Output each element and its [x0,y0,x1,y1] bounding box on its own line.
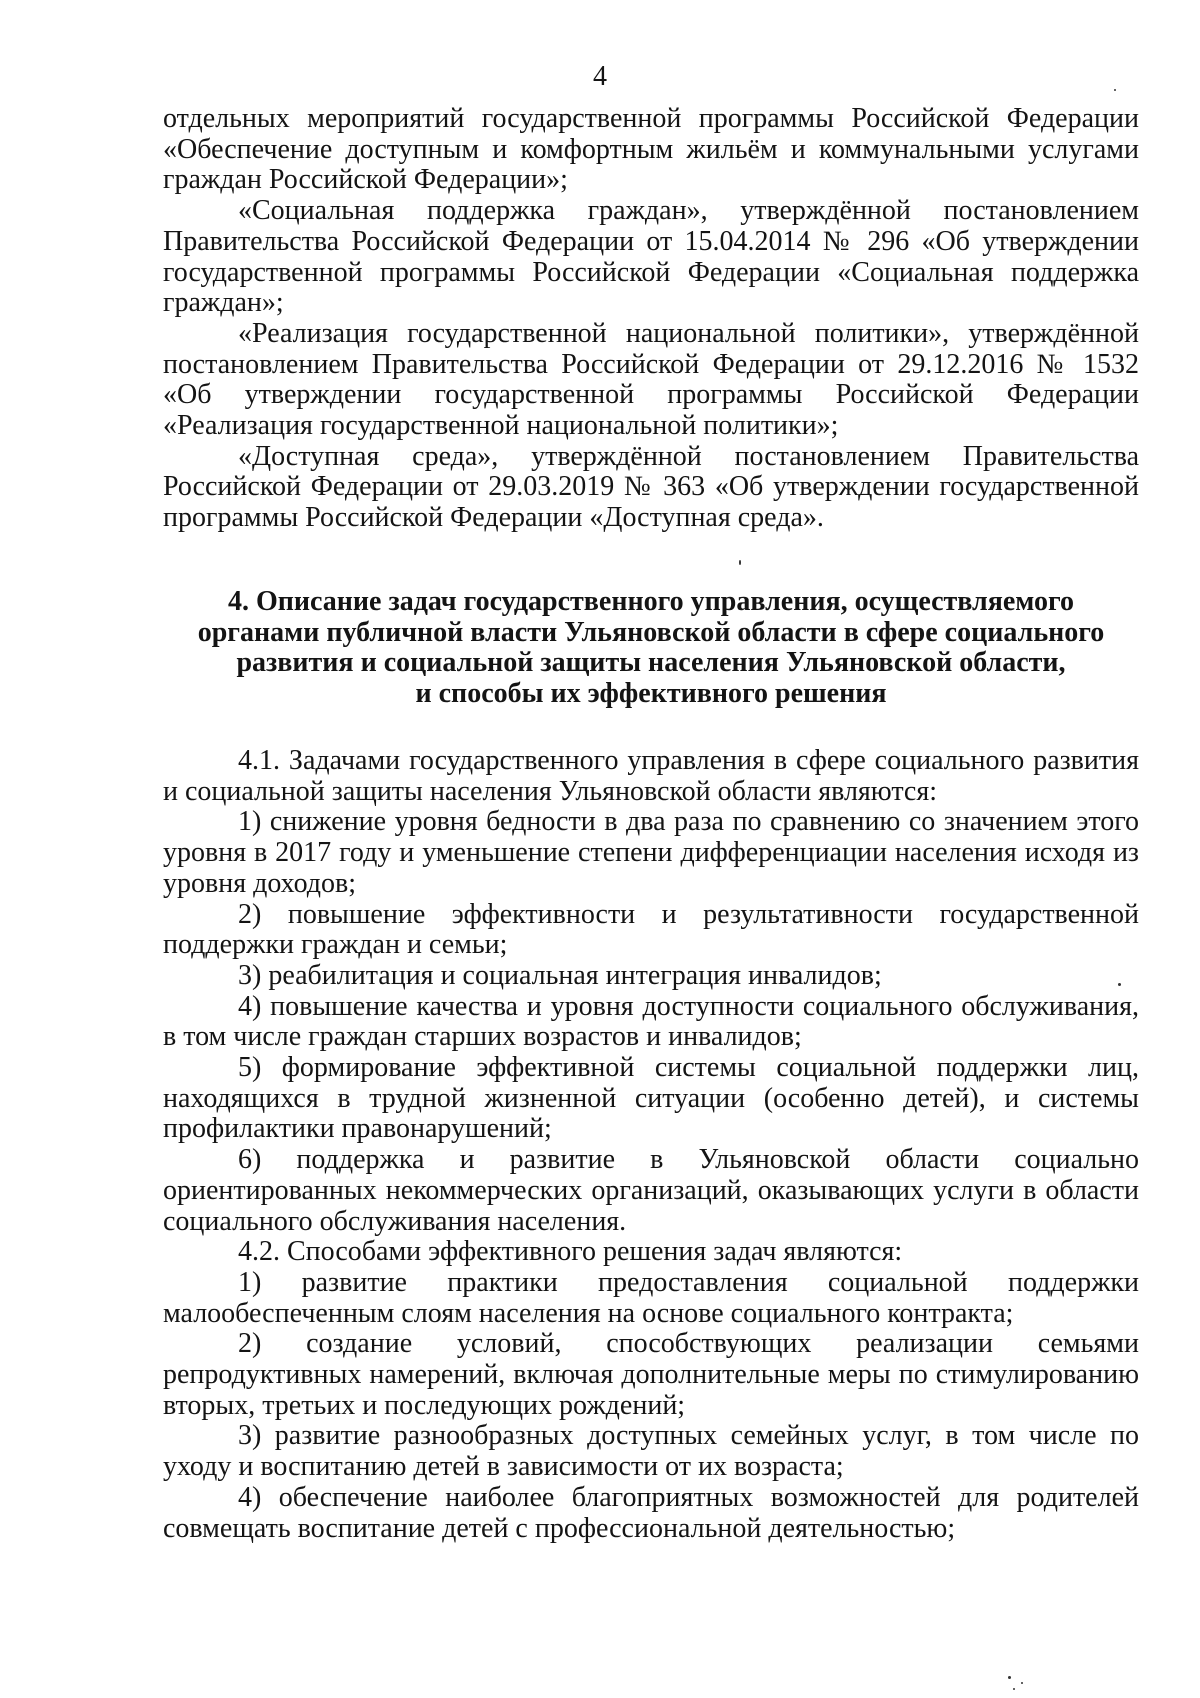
paragraph: отдельных мероприятий государственной программы Российской Федерации «Обеспечение доступным и комфортным жильём и коммунальными услугами граждан Российской Федерации»; [163,103,1139,196]
scan-speck [1008,1676,1011,1679]
scan-speck [1013,1688,1015,1690]
program-list [163,104,1139,534]
scan-speck [1118,983,1121,986]
list-item: 2) создание условий, способствующих реализации семьями репродуктивных намерений, включая дополнительные меры по стимулированию вторых, третьих и последующих рождений; [163,1328,1139,1421]
heading-line: органами публичной власти Ульяновской области в сфере социального [197,616,1105,648]
list-item: 4) обеспечение наиболее благоприятных возможностей для родителей совмещать воспитание детей с профессиональной деятельностью; [163,1481,1139,1544]
page-number: 4 [593,61,607,92]
paragraph: «Доступная среда», утверждённой постановлением Правительства Российской Федерации от 29.03.2019 № 363 «Об утверждении государственной программы Российской Федерации «Доступная среда». [163,440,1139,534]
scan-speck [1114,89,1116,91]
scan-speck [1021,1682,1023,1684]
heading-line: развития и социальной защиты населения Ульяновской области, [236,647,1066,678]
list-item: 5) формирование эффективной системы социальной поддержки лиц, находящихся в трудной жизненной ситуации (особенно детей), и системы профилактики правонарушений; [163,1052,1139,1145]
scan-speck [739,560,741,565]
list-item: 1) развитие практики предоставления социальной поддержки малообеспеченным слоям населения на основе социального контракта; [163,1266,1139,1329]
paragraph: 4.1. Задачами государственного управления в сфере социального развития и социальной защиты населения Ульяновской области являются: [163,745,1139,807]
paragraph: 4.2. Способами эффективного решения задач являются: [238,1236,903,1268]
list-item: 6) поддержка и развитие в Ульяновской области социально ориентированных некоммерческих организаций, оказывающих услуги в области социального обслуживания населения. [163,1144,1139,1237]
heading-line: 4. Описание задач государственного управления, осуществляемого [227,586,1075,617]
section-heading [163,587,1139,709]
paragraph: «Социальная поддержка граждан», утверждённой постановлением Правительства Российской Федерации от 15.04.2014 № 296 «Об утверждении государственной программы Российской Федерации «Социальная поддержка граждан»; [163,195,1139,319]
list-item: 4) повышение качества и уровня доступности социального обслуживания, в том числе граждан старших возрастов и инвалидов; [163,990,1139,1053]
list-item: 3) реабилитация и социальная интеграция инвалидов; [238,959,882,991]
section-body [163,746,1139,1544]
heading-line: и способы их эффективного решения [415,677,887,709]
list-item: 3) развитие разнообразных доступных семейных услуг, в том числе по уходу и воспитанию детей в зависимости от их возраста; [163,1420,1139,1483]
paragraph: «Реализация государственной национальной политики», утверждённой постановлением Правительства Российской Федерации от 29.12.2016 № 1532 «Об утверждении государственной программы Российской Федерации «Реализация государственной национальной политики»; [163,317,1139,442]
list-item: 2) повышение эффективности и результативности государственной поддержки граждан и семьи; [163,898,1139,961]
list-item: 1) снижение уровня бедности в два раза по сравнению со значением этого уровня в 2017 году и уменьшение степени дифференциации населения исходя из уровня доходов; [163,806,1139,899]
